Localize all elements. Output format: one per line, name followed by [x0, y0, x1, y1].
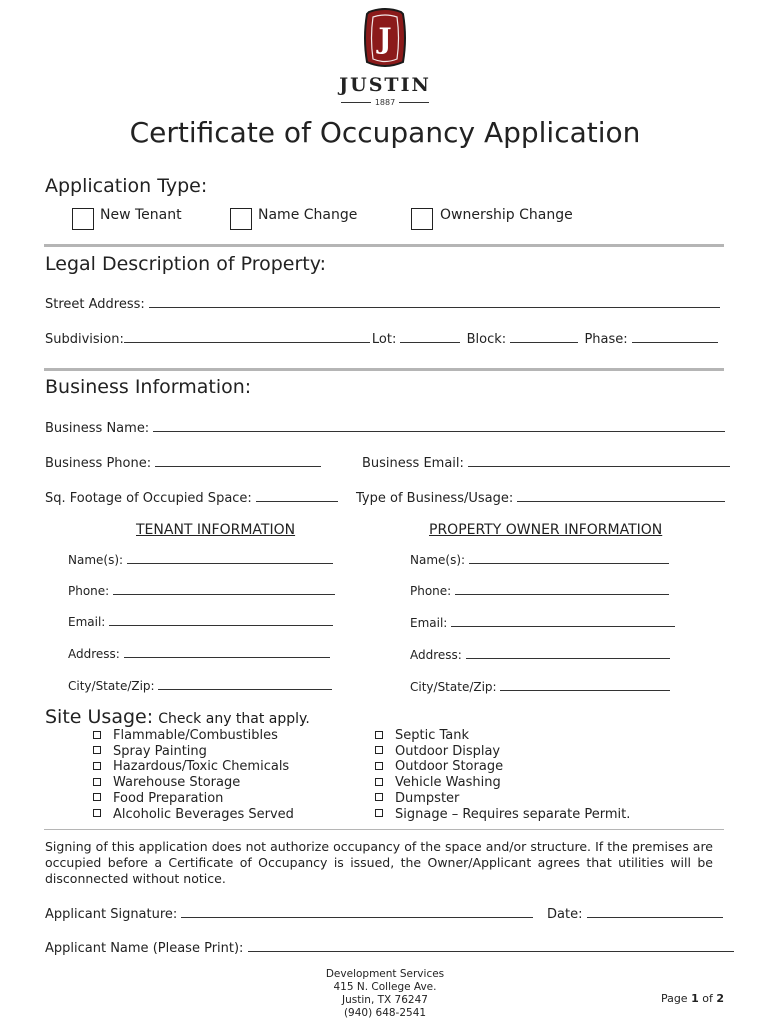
owner-phone-row [410, 582, 671, 598]
usage-item-flammable[interactable]: Flammable/Combustibles [93, 728, 294, 744]
checkbox-bullet[interactable] [93, 809, 101, 817]
usage-item-spray-painting[interactable]: Spray Painting [93, 744, 294, 760]
application-type-heading: Application Type: [45, 175, 208, 197]
business-type-field[interactable] [517, 489, 725, 502]
signature-label: Applicant Signature: [45, 907, 178, 922]
site-usage-heading-row [45, 706, 310, 728]
tenant-email-label: Email: [68, 615, 106, 629]
owner-information-heading: PROPERTY OWNER INFORMATION [429, 522, 663, 538]
date-row [547, 905, 725, 922]
sq-footage-label: Sq. Footage of Occupied Space: [45, 491, 252, 506]
owner-address-label: Address: [410, 648, 462, 662]
tenant-phone-label: Phone: [68, 584, 110, 598]
subdivision-row [45, 330, 720, 347]
usage-item-vehicle-washing[interactable]: Vehicle Washing [375, 775, 630, 791]
checkbox-bullet[interactable] [93, 793, 101, 801]
owner-phone-label: Phone: [410, 584, 452, 598]
checkbox-bullet[interactable] [375, 762, 383, 770]
owner-name-label: Name(s): [410, 553, 466, 567]
tenant-city-row [68, 677, 334, 693]
subdivision-field[interactable] [124, 330, 370, 343]
page-title: Certificate of Occupancy Application [129, 116, 641, 149]
logo-wordmark: JUSTIN [339, 74, 431, 96]
section-divider [44, 829, 724, 830]
lot-label: Lot: [371, 332, 397, 347]
site-usage-left-list [93, 728, 294, 822]
new-tenant-label: New Tenant [100, 207, 182, 223]
occupancy-notice: Signing of this application does not authorize occupancy of the space and/or structure. If the premises are occupied before a Certificate of Occupancy is issued, the Owner/Applicant agrees that utilities will be disconnected without notice. [45, 839, 713, 886]
checkbox-bullet[interactable] [93, 746, 101, 754]
usage-item-alcohol[interactable]: Alcoholic Beverages Served [93, 807, 294, 823]
tenant-city-label: City/State/Zip: [68, 679, 155, 693]
business-name-field[interactable] [153, 419, 725, 432]
date-label: Date: [547, 907, 583, 922]
tenant-information-heading: TENANT INFORMATION [136, 522, 296, 538]
footer-phone: (940) 648-2541 [343, 1007, 427, 1019]
street-address-field[interactable] [149, 295, 720, 308]
tenant-email-row [68, 613, 335, 629]
owner-address-row [410, 646, 672, 662]
tenant-address-row [68, 645, 332, 661]
usage-item-septic[interactable]: Septic Tank [375, 728, 630, 744]
owner-city-field[interactable] [500, 678, 670, 691]
tenant-city-field[interactable] [158, 677, 332, 690]
checkbox-bullet[interactable] [375, 746, 383, 754]
tenant-phone-row [68, 582, 337, 598]
svg-text:J: J [378, 22, 392, 55]
ownership-change-label: Ownership Change [440, 207, 573, 223]
street-address-label: Street Address: [45, 297, 145, 312]
footer-street: 415 N. College Ave. [333, 981, 437, 993]
subdivision-label: Subdivision: [45, 332, 124, 347]
business-phone-label: Business Phone: [45, 456, 152, 471]
business-type-label: Type of Business/Usage: [356, 491, 514, 506]
usage-item-hazardous[interactable]: Hazardous/Toxic Chemicals [93, 759, 294, 775]
usage-item-signage[interactable]: Signage – Requires separate Permit. [375, 807, 630, 823]
phase-label: Phase: [584, 332, 628, 347]
name-change-label: Name Change [258, 207, 358, 223]
name-change-checkbox[interactable] [230, 208, 252, 230]
lot-field[interactable] [400, 330, 460, 343]
checkbox-bullet[interactable] [93, 762, 101, 770]
new-tenant-checkbox[interactable] [72, 208, 94, 230]
tenant-phone-field[interactable] [113, 582, 335, 595]
justin-logo-emblem [363, 8, 407, 68]
owner-name-row [410, 551, 671, 567]
usage-item-dumpster[interactable]: Dumpster [375, 791, 630, 807]
checkbox-bullet[interactable] [375, 793, 383, 801]
applicant-name-label: Applicant Name (Please Print): [45, 941, 244, 956]
business-email-field[interactable] [468, 454, 730, 467]
block-field[interactable] [510, 330, 578, 343]
site-usage-right-list [375, 728, 630, 822]
logo-year: 1887 [0, 98, 770, 107]
usage-item-food-prep[interactable]: Food Preparation [93, 791, 294, 807]
owner-name-field[interactable] [469, 551, 669, 564]
usage-item-outdoor-display[interactable]: Outdoor Display [375, 744, 630, 760]
owner-city-label: City/State/Zip: [410, 680, 497, 694]
applicant-name-row [45, 939, 736, 956]
street-address-row [45, 295, 722, 312]
owner-city-row [410, 678, 672, 694]
checkbox-bullet[interactable] [93, 731, 101, 739]
usage-item-warehouse[interactable]: Warehouse Storage [93, 775, 294, 791]
owner-email-label: Email: [410, 616, 448, 630]
signature-row [45, 905, 535, 922]
ownership-change-checkbox[interactable] [411, 208, 433, 230]
block-label: Block: [466, 332, 507, 347]
tenant-name-label: Name(s): [68, 553, 124, 567]
page-number: Page 1 of 2 [660, 992, 724, 1005]
site-usage-heading: Site Usage: [45, 706, 154, 728]
tenant-email-field[interactable] [109, 613, 333, 626]
business-name-label: Business Name: [45, 421, 150, 436]
tenant-address-label: Address: [68, 647, 120, 661]
legal-description-heading: Legal Description of Property: [45, 253, 326, 275]
tenant-name-field[interactable] [127, 551, 333, 564]
footer-address [0, 968, 770, 1020]
owner-email-row [410, 614, 677, 630]
owner-phone-field[interactable] [455, 582, 669, 595]
footer-city: Justin, TX 76247 [342, 994, 428, 1006]
business-email-row [362, 454, 732, 471]
applicant-name-field[interactable] [248, 939, 734, 952]
phase-field[interactable] [632, 330, 718, 343]
date-field[interactable] [587, 905, 723, 918]
signature-field[interactable] [181, 905, 533, 918]
section-divider [44, 244, 724, 247]
business-phone-row [45, 454, 323, 471]
tenant-name-row [68, 551, 335, 567]
site-usage-subheading: Check any that apply. [158, 711, 310, 727]
checkbox-bullet[interactable] [375, 809, 383, 817]
business-type-row [356, 489, 727, 506]
business-name-row [45, 419, 727, 436]
tenant-address-field[interactable] [124, 645, 330, 658]
section-divider [44, 368, 724, 371]
owner-address-field[interactable] [466, 646, 670, 659]
footer-department: Development Services [325, 968, 445, 980]
owner-email-field[interactable] [451, 614, 675, 627]
sq-footage-field[interactable] [256, 489, 338, 502]
checkbox-bullet[interactable] [375, 731, 383, 739]
business-email-label: Business Email: [362, 456, 464, 471]
usage-item-outdoor-storage[interactable]: Outdoor Storage [375, 759, 630, 775]
checkbox-bullet[interactable] [93, 778, 101, 786]
business-phone-field[interactable] [155, 454, 321, 467]
business-information-heading: Business Information: [45, 376, 252, 398]
sq-footage-row [45, 489, 340, 506]
checkbox-bullet[interactable] [375, 778, 383, 786]
